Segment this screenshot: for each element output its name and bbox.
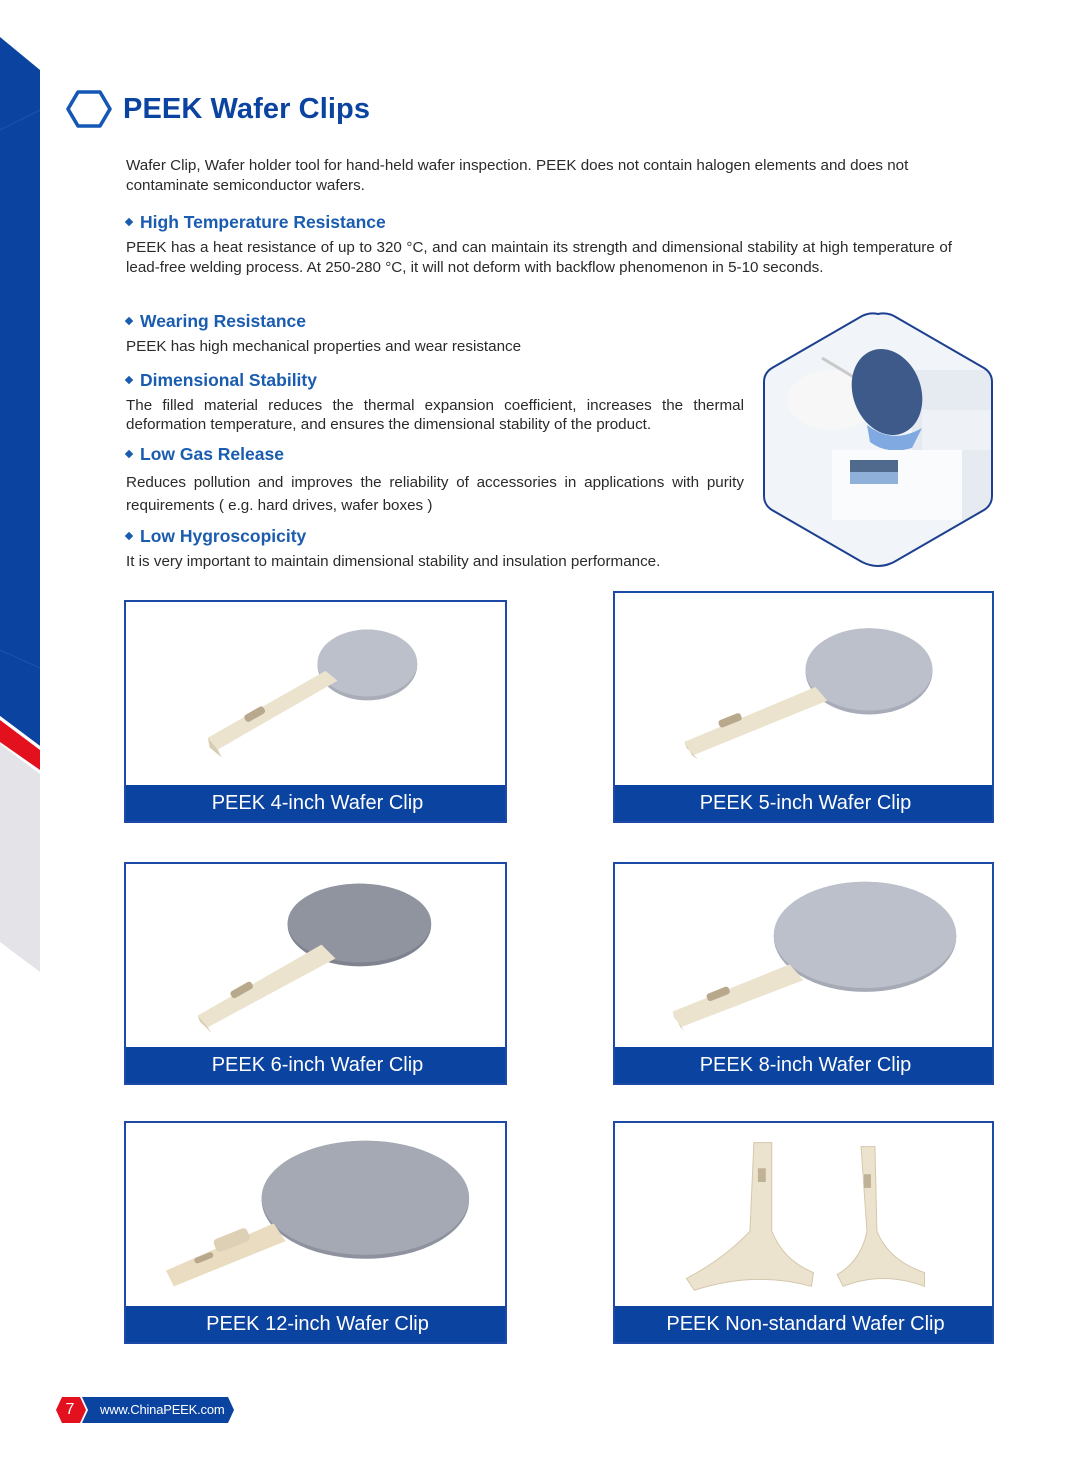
wafer-clip-4-inch-image <box>126 602 505 785</box>
intro-paragraph: Wafer Clip, Wafer holder tool for hand-held wafer inspection. PEEK does not contain halogen elements and does not contaminate semiconductor wafers. <box>126 157 909 194</box>
product-image <box>615 1123 992 1306</box>
lab-wafer-photo <box>762 310 994 568</box>
product-caption: PEEK 4-inch Wafer Clip <box>126 785 505 821</box>
product-caption: PEEK 5-inch Wafer Clip <box>615 785 992 821</box>
product-image <box>126 602 505 785</box>
feature-body: PEEK has a heat resistance of up to 320 °C, and can maintain its strength and dimensional stability at high temperature of lead-free welding process. At 250-280 °C, it will not deform with backflow phenomenon in 5-10 seconds. <box>126 239 952 276</box>
diamond-bullet-icon <box>125 317 133 325</box>
feature-heading: Dimensional Stability <box>140 369 317 390</box>
feature-low-hygroscopicity <box>124 524 764 572</box>
feature-heading: Wearing Resistance <box>140 310 306 331</box>
wafer-clip-5-inch-image <box>615 593 992 785</box>
feature-body: PEEK has high mechanical properties and wear resistance <box>126 338 522 355</box>
feature-heading: Low Hygroscopicity <box>140 525 307 546</box>
feature-low-gas-release <box>124 442 744 517</box>
product-card-4-inch[interactable] <box>124 600 507 823</box>
page-number: 7 <box>65 1401 75 1418</box>
product-card-6-inch[interactable] <box>124 862 507 1085</box>
product-caption: PEEK 12-inch Wafer Clip <box>126 1306 505 1342</box>
page-title: PEEK Wafer Clips <box>123 92 371 125</box>
feature-body: The filled material reduces the thermal expansion coefficient, increases the thermal deformation temperature, and ensures the dimensional stability of the product. <box>126 397 744 433</box>
hexagon-icon <box>66 89 112 129</box>
product-image <box>126 1123 505 1306</box>
diamond-bullet-icon <box>125 532 133 540</box>
product-caption: PEEK 8-inch Wafer Clip <box>615 1047 992 1083</box>
feature-body: It is very important to maintain dimensional stability and insulation performance. <box>126 553 661 570</box>
wafer-clip-8-inch-image <box>615 864 992 1047</box>
feature-heading: High Temperature Resistance <box>140 211 386 232</box>
product-image <box>615 593 992 785</box>
product-card-12-inch[interactable] <box>124 1121 507 1344</box>
feature-high-temperature <box>124 210 952 278</box>
diamond-bullet-icon <box>125 218 133 226</box>
feature-heading: Low Gas Release <box>140 443 284 464</box>
wafer-clip-6-inch-image <box>126 864 505 1047</box>
product-caption: PEEK 6-inch Wafer Clip <box>126 1047 505 1083</box>
page-footer <box>56 1397 236 1423</box>
wafer-clip-12-inch-image <box>126 1123 505 1306</box>
feature-dimensional-stability <box>124 368 744 434</box>
side-decoration-band <box>0 0 40 1000</box>
product-caption: PEEK Non-standard Wafer Clip <box>615 1306 992 1342</box>
product-image <box>615 864 992 1047</box>
feature-body: Reduces pollution and improves the reliability of accessories in applications with purity requirements ( e.g. hard drives, wafer boxes ) <box>126 474 744 514</box>
product-card-non-standard[interactable] <box>613 1121 994 1344</box>
feature-wearing-resistance <box>124 309 744 357</box>
product-card-8-inch[interactable] <box>613 862 994 1085</box>
diamond-bullet-icon <box>125 376 133 384</box>
diamond-bullet-icon <box>125 450 133 458</box>
product-image <box>126 864 505 1047</box>
website-link[interactable]: www.ChinaPEEK.com <box>100 1402 225 1417</box>
title-row <box>66 88 370 130</box>
product-card-5-inch[interactable] <box>613 591 994 823</box>
non-standard-wafer-clip-image <box>615 1123 992 1306</box>
